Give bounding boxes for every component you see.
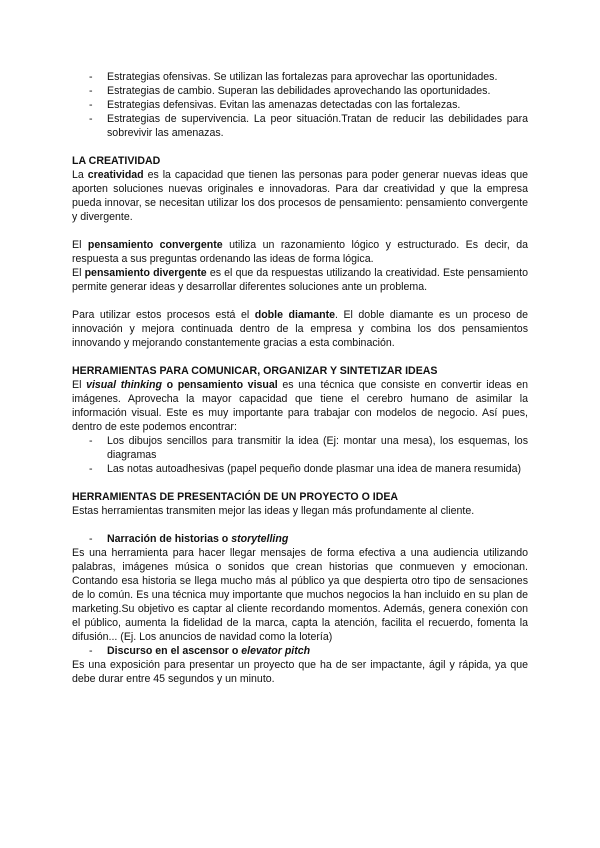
paragraph-doble-diamante [72,308,528,350]
subheading-elevator-pitch [72,644,528,658]
list-item: - Estrategias defensivas. Evitan las amenazas detectadas con las fortalezas. [72,98,528,112]
list-item: - Las notas autoadhesivas (papel pequeño donde plasmar una idea de manera resumida) [72,462,528,476]
section-heading-creatividad: LA CREATIVIDAD [72,155,161,167]
italic-term: elevator pitch [241,645,311,657]
subheading-storytelling [72,532,528,546]
text: es la capacidad que tienen las personas para poder generar nuevas ideas que aporten soluciones nuevas originales e innovadoras. Para dar creatividad y que la empresa pueda innovar, se necesitan utilizar los dos procesos de pensamiento: pensamiento convergente y divergente. [72,169,528,223]
italic-term: storytelling [231,533,289,545]
paragraph-visual-thinking [72,378,528,434]
visual-thinking-list [72,434,528,476]
paragraph-storytelling: Es una herramienta para hacer llegar mensajes de forma efectiva a una audiencia utilizando palabras, imágenes música o sonidos que crean historias que conmueven y emocionan. Contando esa historia se llega mucho más al público ya que despierta otro tipo de sensaciones de lo común. Es una técnica muy importante que muchos negocios la han incluido en su plan de marketing.Su objetivo es captar al cliente recordando momentos. Además, genera conexión con el público, aumenta la fidelidad de la marca, capta la atención, facilita el recuerdo, fomenta la difusión... (Ej. Los anuncios de navidad como la lotería) [72,547,528,643]
list-item: - Estrategias ofensivas. Se utilizan las fortalezas para aprovechar las oportunidades. [72,70,528,84]
bold-term: pensamiento divergente [84,267,207,279]
list-item: - Estrategias de supervivencia. La peor situación.Tratan de reducir las debilidades para sobrevivir las amenazas. [72,112,528,140]
strategies-list [72,70,528,140]
paragraph-intro: Estas herramientas transmiten mejor las ideas y llegan más profundamente al cliente. [72,505,475,517]
text: El [72,239,88,251]
text: Para utilizar estos procesos está el [72,309,255,321]
text: El [72,379,87,391]
section-heading-herramientas: HERRAMIENTAS PARA COMUNICAR, ORGANIZAR Y SINTETIZAR IDEAS [72,365,438,377]
text: Narración de historias o [107,533,232,545]
bold-term: pensamiento convergente [87,239,223,251]
paragraph-creatividad [72,168,528,224]
text: es una técnica que consiste en convertir ideas en imágenes. Aprovecha la mayor capacidad que tiene el cerebro humano de asimilar la información visual. Este es muy importante para trabajar con modelos de negocio. Así pues, dentro de este podemos encontrar: [72,379,528,433]
text: La [72,169,88,181]
text: es el que da respuestas utilizando la creatividad. Este pensamiento permite generar ideas y desarrollar diferentes soluciones ante un problema. [72,267,528,293]
section-heading-presentacion: HERRAMIENTAS DE PRESENTACIÓN DE UN PROYECTO O IDEA [72,491,399,503]
paragraph-convergente [72,238,528,266]
text: El [72,267,85,279]
bold-term: creatividad [87,169,144,181]
text: utiliza un razonamiento lógico y estructurado. Es decir, da respuesta a sus preguntas ordenando las ideas de forma lógica. [72,239,528,265]
text: Discurso en el ascensor o [107,645,242,657]
paragraph-divergente [72,266,528,294]
bold-term: doble diamante [254,309,335,321]
bold-italic-term: visual thinking [86,379,162,391]
list-item: - Los dibujos sencillos para transmitir la idea (Ej: montar una mesa), los esquemas, los diagramas [72,434,528,462]
paragraph-elevator-pitch: Es una exposición para presentar un proyecto que ha de ser impactante, ágil y rápida, ya que debe durar entre 45 segundos y un minuto. [72,659,528,685]
bold-term: o pensamiento visual [161,379,278,391]
list-item: - Estrategias de cambio. Superan las debilidades aprovechando las oportunidades. [72,84,528,98]
text: . El doble diamante es un proceso de innovación y mejora continuada dentro de la empresa y combina los dos pensamientos innovando y mejorando constantemente gracias a esta combinación. [72,309,528,349]
